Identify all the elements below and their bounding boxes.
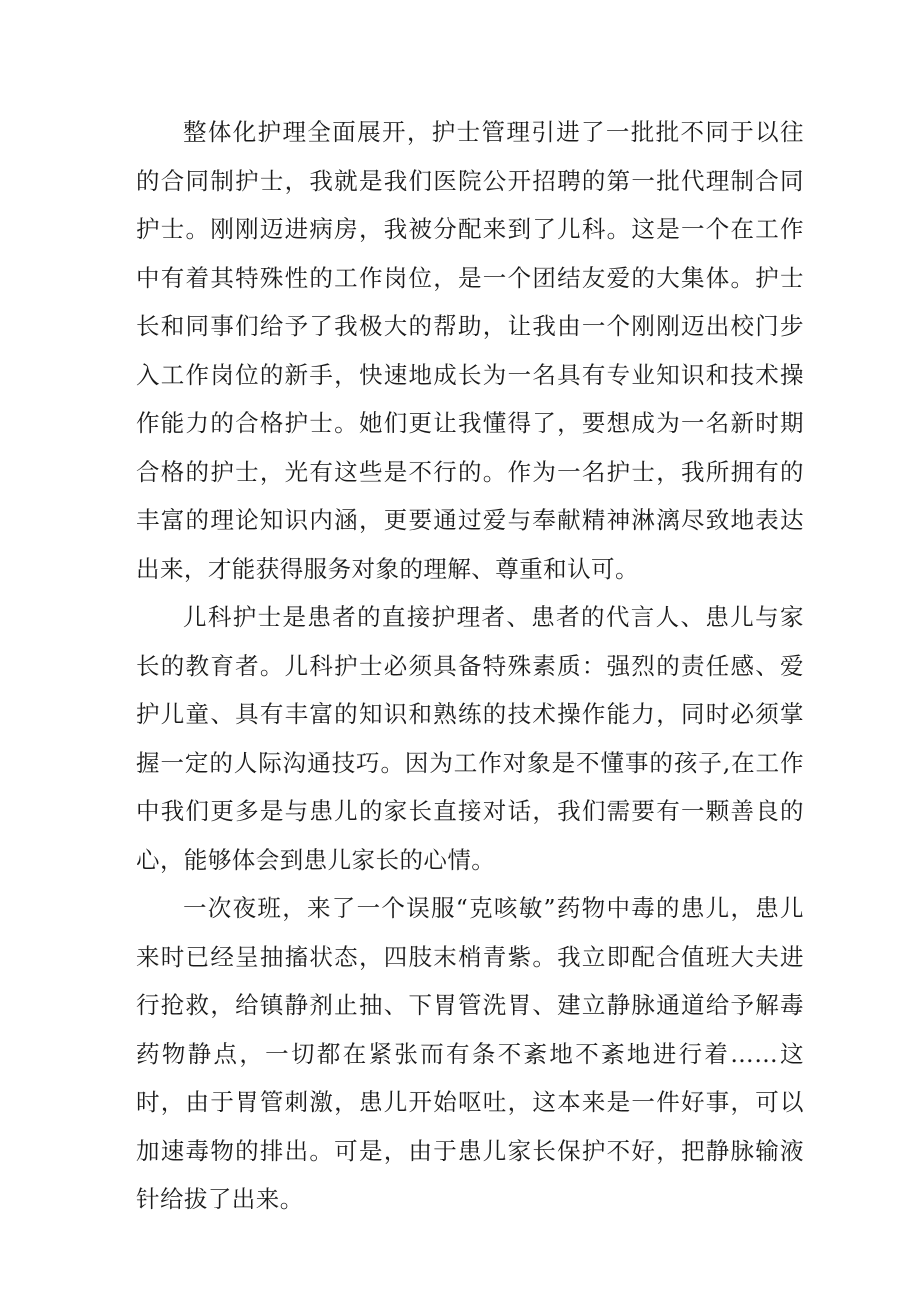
- document-body: [136, 108, 804, 1224]
- paragraph-2: 儿科护士是患者的直接护理者、患者的代言人、患儿与家长的教育者。儿科护士必须具备特殊素质：强烈的责任感、爱护儿童、具有丰富的知识和熟练的技术操作能力，同时必须掌握一定的人际沟通技巧。因为工作对象是不懂事的孩子,在工作中我们更多是与患儿的家长直接对话，我们需要有一颗善良的心，能够体会到患儿家长的心情。: [136, 603, 804, 874]
- paragraph-1: 整体化护理全面展开，护士管理引进了一批批不同于以往的合同制护士，我就是我们医院公开招聘的第一批代理制合同护士。刚刚迈进病房，我被分配来到了儿科。这是一个在工作中有着其特殊性的工作岗位，是一个团结友爱的大集体。护士长和同事们给予了我极大的帮助，让我由一个刚刚迈出校门步入工作岗位的新手，快速地成长为一名具有专业知识和技术操作能力的合格护士。她们更让我懂得了，要想成为一名新时期合格的护士，光有这些是不行的。作为一名护士，我所拥有的丰富的理论知识内涵，更要通过爱与奉献精神淋漓尽致地表达出来，才能获得服务对象的理解、尊重和认可。: [136, 118, 804, 583]
- paragraph-3: 一次夜班，来了一个误服“克咳敏”药物中毒的患儿，患儿来时已经呈抽搐状态，四肢末梢青紫。我立即配合值班大夫进行抢救，给镇静剂止抽、下胃管洗胃、建立静脉通道给予解毒药物静点，一切都在紧张而有条不紊地不紊地进行着……这时，由于胃管刺激，患儿开始呕吐，这本来是一件好事，可以加速毒物的排出。可是，由于患儿家长保护不好，把静脉输液针给拔了出来。: [136, 894, 804, 1213]
